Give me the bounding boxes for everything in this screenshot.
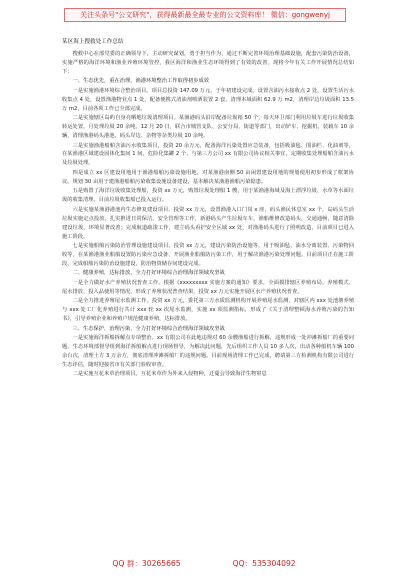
document-page — [62, 38, 354, 380]
paragraph: 三是实施渔港船舶含油污水收集项目，投资 20 余万元，配备海洋污染处置应急装备，包括吸油毡、围油栏、化油剂等，在某渔港区域建设固体化集间 1 间，危险化集罐 2 个，与第三方公司 xx 有限公司协议相关事宜，定期收集处理船舶含油污水及垃圾处理。 — [62, 142, 354, 167]
top-banner — [64, 8, 346, 22]
paragraph: 五是购置了海洋垃圾收集处理船，投资 xx 万元，购置垃圾处理船 1 艘，用于某渔港海域及海上漂浮垃圾、水草等水面垃圾的收集清理。目前垃圾收集船已投入运行。 — [62, 188, 354, 204]
document-body — [62, 50, 354, 379]
paragraph: 七是实施船舶污染防治管理设施建设项目。投资 xx 万元，建设污染防治设施等，用于吸油毡、油水分离装置、污染物回收等，在某渔港渔业船舶设置防污染应急设备、开展渔业船舶防污染工作，用于解决渔港污染处理问题。目前项目正在施工阶段，完成船舶污染防治设施建设，防治物资储存间建设完成。 — [62, 243, 354, 267]
paragraph: 四是成立 xx 区建设用地用于渔港船舶污染设施用地，对某渔港南侧 50 亩闲置建设用地的规划使用初步形成了框架协议。规划 30 亩用于建渔港船舶污染收集设施设备建设，基本解决某渔港渔船污染隐患。 — [62, 169, 354, 185]
paragraph: 一是实施渔港环境综合整治项目。项目总投资 147.09 万元，于年初建设完成。设置含油污水接收点 2 处，设置生活污水收集点 4 处，设置渔港物业点 1 处，配备便携式清油剂喷洒装置 2 套，清理本域面积 62.9 万 m2，清理岸边垃圾面积 13.5 万 m2，目前各项工作已全部完成。 — [62, 87, 354, 112]
footer-contact — [0, 558, 408, 570]
section-heading: 三、生态保护，治理污染，全力打好环境综合治理海洋领域攻坚战 — [72, 325, 225, 332]
paragraph: 六是实施某渔港港池内生态修复建设项目，投资 xx 万元，设置渔港入口门岗 x 座，码头渔民休息室 xx 个，岛码头生活垃圾实施定点投放，扎实推进日常保洁，安全管理等工作，新港码头产生垃圾车车，渔船维修改造码头，交通通畅，随意清除建设垃圾，环境显著改善；完成航道疏浚工作，建立码头看护安全区域 xx 处，对渔港码头进行了照明改造，目前项目已进入施工阶段。 — [62, 206, 354, 240]
banner-text: 关注头条号"公文研究"，获得最新最全最专业的公文资料库！ 微信：gongwenyj — [80, 11, 330, 19]
section-heading: 二、健康养殖，达标排放，全力打好环境综合治理海洋领域攻坚战 — [72, 270, 225, 277]
footer-qq: QQ：535304092 — [232, 559, 296, 568]
paragraph: 一是全力做好水产养殖状况普查工作。根据《xxxxxxxxx 实施方案的通知》要求，全面摸排辖区养殖布局、养殖模式、尾水排放、投入品使用等情况，形成了养殖状况普查结果，投资 xx 万元实施开展区水产养殖状况普查。 — [62, 279, 354, 295]
paragraph: 二是实施互花米草治理项目。互花米草作为外来入侵物种，迁蔓会导致海洋生物窒息 — [72, 371, 267, 378]
document-title: 某区海上搜救处工作总结 — [62, 39, 124, 45]
paragraph: 二是实施辖区岛屿自身亮晒地垃圾清理项目。某渔港码头沿岸配备垃圾箱 50 个，每天环卫部门利用垃圾车进行垃圾收集转运处置。月处理垃圾 20 余吨。12 月 20 日，联合市城管支队、公安分局、街道等部门，出动铲车、挖掘机、装载车 10 余辆，清理渔港码头港池、码头岸边、杂物等杂类垃圾 10 余吨。 — [62, 115, 354, 140]
paragraph: 二是全力推进养殖尾水监测工作。投资 xx 万元，委托第三方水质监测机构开展养殖尾水监测，对辖区内 xxx 处池塘养殖与 xxx 处工厂化养殖进行共计 xxx 轮 xx 次尾水监测，实施 xx 项监测指标，形成了《关于清理整顿海水养殖污染的告知书》，引导养殖企业和养殖户规范健康养殖，达标排放。 — [62, 298, 354, 323]
section-heading: 一、生态优先，重在治理，渔港环境整治工作取得初步成效 — [72, 78, 209, 85]
footer-qq-group: QQ 群：30265665 — [112, 559, 181, 568]
paragraph: 搜救中心在部党委的正确领导下，主动研究谋划，勇于担当作为，通过不断完善环境治理基础设施，配套污染防治设备，实施严格的海洋环境和渔业养殖环境管控，我区海洋和渔业生态环境得到了有效的改善。现将今年有关工作开展情况总结如下： — [62, 51, 354, 75]
paragraph: 一是实施海洋拆船拆解点专项整治。xx 有限公司在此地违规对 60 余艘渔船进行拆解，违规形成一处冲滩拆船厂的重要问题，生态环境部督导组到海洋拆船解点进行现场督导，为解决此问题，先后组织工作人员 10 多人次，出动各种船机车辆 100 余台次，清理土方 3 万余方，彻底清理冲滩拆船厂的违规问题。目前现场清理工作已完成，聘请第三方检测机构有限公司进行生态评估，随时迎接省市有关部门验收审查。 — [62, 335, 354, 368]
